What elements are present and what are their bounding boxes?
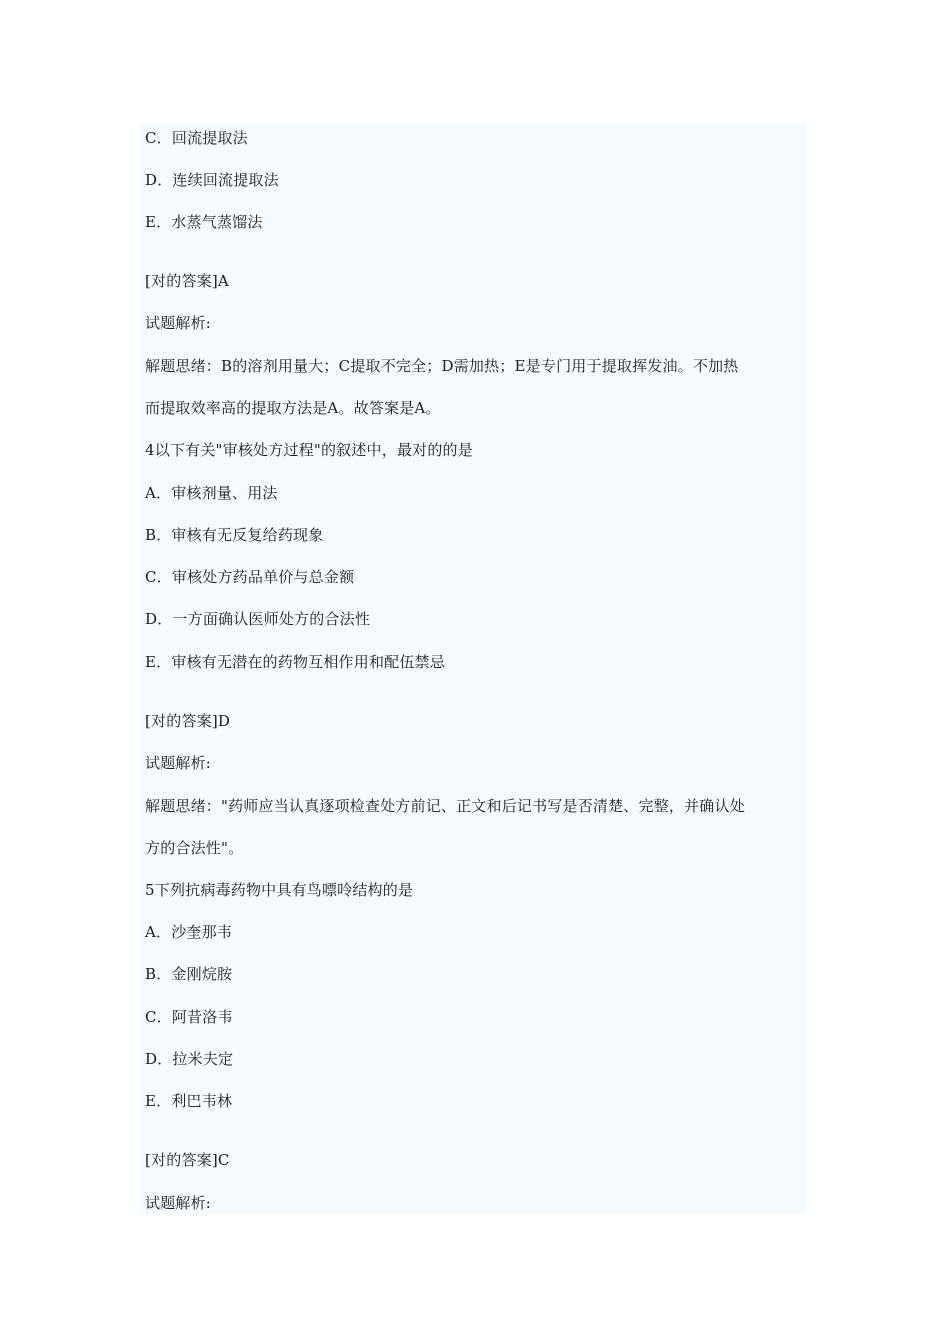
option-c-line: C．阿昔洛韦 bbox=[145, 1008, 233, 1026]
answer-line: [对的答案]D bbox=[145, 712, 231, 730]
answer-line: [对的答案]C bbox=[145, 1151, 230, 1169]
option-e-line: E．水蒸气蒸馏法 bbox=[145, 213, 263, 231]
option-a-line: A．沙奎那韦 bbox=[145, 923, 233, 941]
option-d-line: D．拉米夫定 bbox=[145, 1050, 234, 1068]
question-5-stem: 5下列抗病毒药物中具有鸟嘌呤结构的是 bbox=[145, 881, 414, 899]
answer-line: [对的答案]A bbox=[145, 272, 229, 290]
option-e-line: E．利巴韦林 bbox=[145, 1092, 233, 1110]
analysis-heading: 试题解析: bbox=[145, 314, 212, 332]
option-d-line: D．连续回流提取法 bbox=[145, 171, 279, 189]
analysis-text-continued: 方的合法性"。 bbox=[145, 839, 244, 857]
option-d-line: D．一方面确认医师处方的合法性 bbox=[145, 610, 371, 628]
option-e-line: E．审核有无潜在的药物互相作用和配伍禁忌 bbox=[145, 653, 445, 671]
option-b-line: B．审核有无反复给药现象 bbox=[145, 526, 324, 544]
option-b-line: B．金刚烷胺 bbox=[145, 965, 233, 983]
option-a-line: A．审核剂量、用法 bbox=[145, 484, 278, 502]
analysis-text: 解题思绪："药师应当认真逐项检查处方前记、正文和后记书写是否清楚、完整，并确认处 bbox=[145, 797, 745, 815]
analysis-text-continued: 而提取效率高的提取方法是A。故答案是A。 bbox=[145, 399, 441, 417]
option-c-line: C．审核处方药品单价与总金额 bbox=[145, 568, 355, 586]
analysis-text: 解题思绪：B的溶剂用量大；C提取不完全；D需加热；E是专门用于提取挥发油。不加热 bbox=[145, 357, 739, 375]
question-4-stem: 4以下有关"审核处方过程"的叙述中，最对的的是 bbox=[145, 441, 473, 459]
option-c-line: C．回流提取法 bbox=[145, 129, 248, 147]
analysis-heading: 试题解析: bbox=[145, 754, 212, 772]
analysis-heading: 试题解析: bbox=[145, 1194, 212, 1212]
